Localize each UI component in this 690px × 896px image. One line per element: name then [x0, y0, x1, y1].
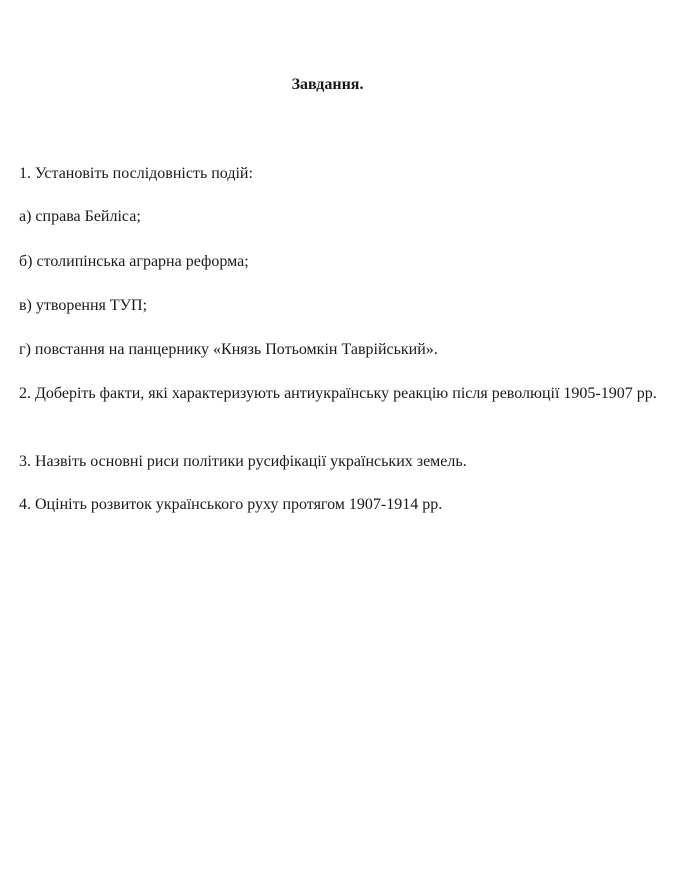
task-1-item-b: б) столипінська аграрна реформа;: [19, 253, 249, 270]
task-1-item-a: а) справа Бейліса;: [19, 208, 141, 225]
document-title: Завдання.: [291, 76, 364, 93]
task-1-item-g: г) повстання на панцернику «Князь Потьомкін Таврійський».: [19, 341, 438, 358]
task-1-item-v: в) утворення ТУП;: [19, 297, 148, 314]
task-3: 3. Назвіть основні риси політики русифікації українських земель.: [19, 453, 467, 470]
task-4: 4. Оцініть розвиток українського руху протягом 1907-1914 рр.: [19, 496, 443, 513]
task-2: 2. Доберіть факти, які характеризують антиукраїнську реакцію після революції 1905-1907 рр.: [19, 385, 657, 402]
task-1-heading: 1. Установіть послідовність подій:: [19, 165, 253, 182]
